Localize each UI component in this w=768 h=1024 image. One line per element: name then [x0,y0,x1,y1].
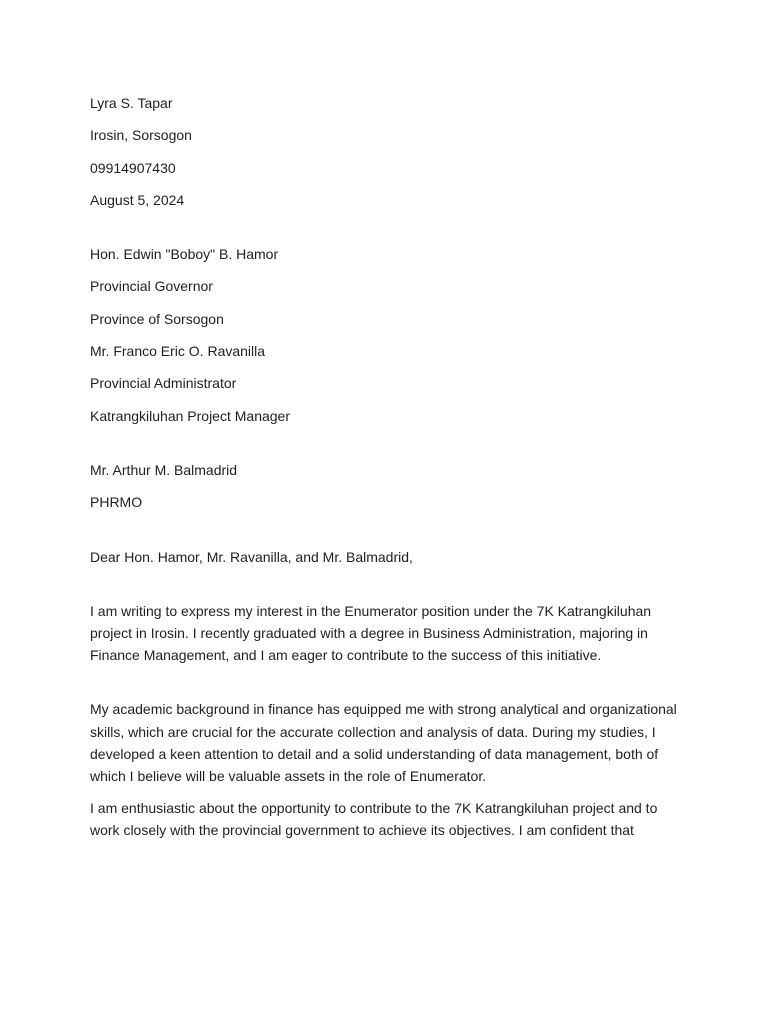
sender-block [90,92,680,211]
spacer [90,437,680,459]
recipient-governor-office: Province of Sorsogon [90,310,224,327]
spacer [90,676,680,698]
recipient-phrmo-name: Mr. Arthur M. Balmadrid [90,461,238,478]
spacer [90,524,680,546]
recipient-governor-name: Hon. Edwin "Boboy" B. Hamor [90,246,279,263]
letter-date: August 5, 2024 [90,191,185,208]
recipient-administrator-role: Katrangkiluhan Project Manager [90,407,291,424]
cover-letter [90,92,680,852]
sender-name: Lyra S. Tapar [90,95,173,111]
recipient-governor-title: Provincial Governor [90,278,213,295]
body-paragraph: I am enthusiastic about the opportunity to contribute to the 7K Katrangkiluhan project and to work closely with the provincial government to achieve its objectives. I am confident that [90,800,658,839]
spacer [90,221,680,243]
recipient-administrator-title: Provincial Administrator [90,375,237,392]
recipient-block [90,243,680,426]
body-paragraph: My academic background in finance has equipped me with strong analytical and organizational skills, which are crucial for the accurate collection and analysis of data. During my studies, I developed a keen attention to detail and a solid understanding of data management, both of which I believe will be valuable assets in the role of Enumerator. [90,701,677,785]
spacer [90,578,680,600]
sender-phone: 09914907430 [90,159,176,176]
recipient-phrmo-office: PHRMO [90,494,143,511]
sender-address: Irosin, Sorsogon [90,127,192,144]
recipient-phrmo-block [90,459,680,513]
body-paragraph: I am writing to express my interest in the Enumerator position under the 7K Katrangkiluhan project in Irosin. I recently graduated with a degree in Business Administration, majoring in Finance Management, and I am eager to contribute to the success of this initiative. [90,602,652,664]
salutation: Dear Hon. Hamor, Mr. Ravanilla, and Mr. Balmadrid, [90,548,413,565]
recipient-administrator-name: Mr. Franco Eric O. Ravanilla [90,343,266,360]
